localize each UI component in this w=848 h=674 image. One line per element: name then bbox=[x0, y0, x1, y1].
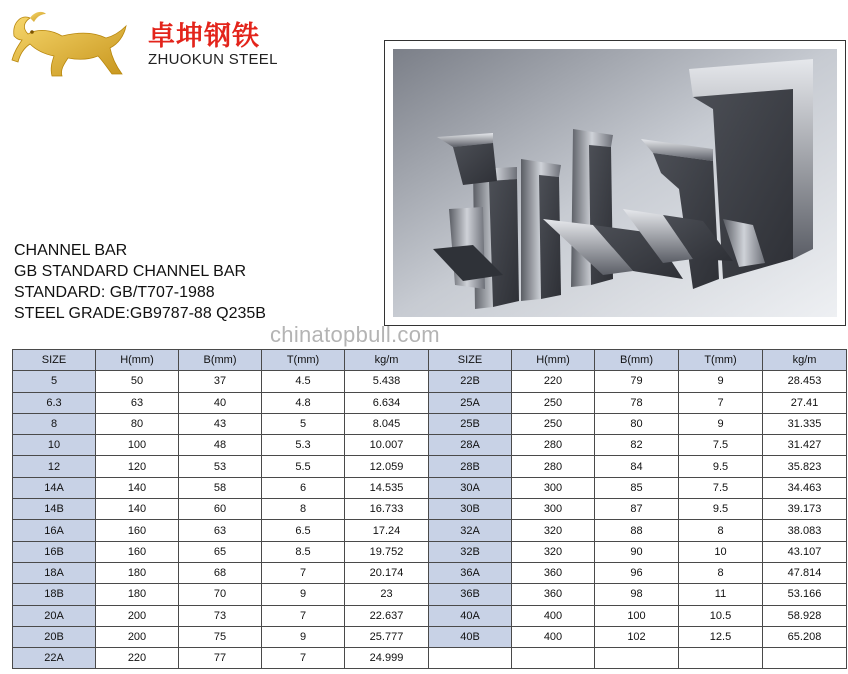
table-cell: 8.045 bbox=[345, 413, 429, 434]
column-header: kg/m bbox=[345, 350, 429, 371]
size-cell: 30A bbox=[429, 477, 512, 498]
table-cell bbox=[512, 648, 595, 669]
table-cell: 200 bbox=[96, 605, 179, 626]
table-cell: 65.208 bbox=[763, 626, 847, 647]
table-cell: 5.5 bbox=[262, 456, 345, 477]
table-cell: 35.823 bbox=[763, 456, 847, 477]
size-cell: 20B bbox=[13, 626, 96, 647]
column-header: H(mm) bbox=[512, 350, 595, 371]
table-cell: 9.5 bbox=[679, 456, 763, 477]
table-cell: 400 bbox=[512, 626, 595, 647]
table-cell: 31.335 bbox=[763, 413, 847, 434]
column-header: T(mm) bbox=[679, 350, 763, 371]
table-cell: 19.752 bbox=[345, 541, 429, 562]
size-cell: 28B bbox=[429, 456, 512, 477]
table-row bbox=[13, 371, 847, 392]
table-cell: 220 bbox=[96, 648, 179, 669]
size-cell: 16B bbox=[13, 541, 96, 562]
size-cell: 32B bbox=[429, 541, 512, 562]
table-cell: 80 bbox=[96, 413, 179, 434]
table-cell: 14.535 bbox=[345, 477, 429, 498]
column-header: SIZE bbox=[429, 350, 512, 371]
table-row bbox=[13, 584, 847, 605]
table-cell: 5.438 bbox=[345, 371, 429, 392]
table-cell: 60 bbox=[179, 499, 262, 520]
specification-block bbox=[14, 240, 266, 324]
table-cell: 102 bbox=[595, 626, 679, 647]
table-cell: 11 bbox=[679, 584, 763, 605]
table-cell: 400 bbox=[512, 605, 595, 626]
table-cell: 47.814 bbox=[763, 562, 847, 583]
size-cell: 40A bbox=[429, 605, 512, 626]
channel-bar-size-table bbox=[12, 349, 847, 669]
size-cell: 6.3 bbox=[13, 392, 96, 413]
table-cell: 63 bbox=[179, 520, 262, 541]
table-cell: 58 bbox=[179, 477, 262, 498]
table-cell: 84 bbox=[595, 456, 679, 477]
table-cell: 79 bbox=[595, 371, 679, 392]
table-cell: 320 bbox=[512, 520, 595, 541]
table-cell: 7 bbox=[679, 392, 763, 413]
table-cell: 9 bbox=[262, 626, 345, 647]
size-cell bbox=[429, 648, 512, 669]
table-cell: 100 bbox=[96, 435, 179, 456]
table-cell: 82 bbox=[595, 435, 679, 456]
table-cell: 43.107 bbox=[763, 541, 847, 562]
table-header-row bbox=[13, 350, 847, 371]
table-cell: 200 bbox=[96, 626, 179, 647]
table-cell: 58.928 bbox=[763, 605, 847, 626]
table-cell: 87 bbox=[595, 499, 679, 520]
spec-product-type: GB STANDARD CHANNEL BAR bbox=[14, 263, 247, 280]
table-cell: 48 bbox=[179, 435, 262, 456]
table-cell: 96 bbox=[595, 562, 679, 583]
table-cell: 10.5 bbox=[679, 605, 763, 626]
table-cell: 8 bbox=[262, 499, 345, 520]
brand-name-chinese: 卓坤钢铁 bbox=[148, 21, 260, 52]
table-cell: 300 bbox=[512, 477, 595, 498]
table-row bbox=[13, 520, 847, 541]
table-row bbox=[13, 626, 847, 647]
size-cell: 16A bbox=[13, 520, 96, 541]
table-cell: 7 bbox=[262, 605, 345, 626]
table-cell: 68 bbox=[179, 562, 262, 583]
column-header: kg/m bbox=[763, 350, 847, 371]
table-cell: 7 bbox=[262, 562, 345, 583]
table-cell: 25.777 bbox=[345, 626, 429, 647]
table-row bbox=[13, 477, 847, 498]
table-cell: 37 bbox=[179, 371, 262, 392]
size-cell: 10 bbox=[13, 435, 96, 456]
table-cell: 7.5 bbox=[679, 435, 763, 456]
table-cell: 34.463 bbox=[763, 477, 847, 498]
table-row bbox=[13, 435, 847, 456]
table-row bbox=[13, 456, 847, 477]
table-cell: 31.427 bbox=[763, 435, 847, 456]
table-cell: 39.173 bbox=[763, 499, 847, 520]
table-cell: 40 bbox=[179, 392, 262, 413]
table-cell: 250 bbox=[512, 413, 595, 434]
size-cell: 40B bbox=[429, 626, 512, 647]
table-cell: 120 bbox=[96, 456, 179, 477]
table-cell: 90 bbox=[595, 541, 679, 562]
size-cell: 25B bbox=[429, 413, 512, 434]
size-cell: 36B bbox=[429, 584, 512, 605]
table-cell: 8.5 bbox=[262, 541, 345, 562]
table-cell: 10.007 bbox=[345, 435, 429, 456]
table-cell: 300 bbox=[512, 499, 595, 520]
table-cell: 23 bbox=[345, 584, 429, 605]
table-cell: 22.637 bbox=[345, 605, 429, 626]
size-cell: 22A bbox=[13, 648, 96, 669]
table-cell: 320 bbox=[512, 541, 595, 562]
table-cell: 140 bbox=[96, 477, 179, 498]
table-cell: 10 bbox=[679, 541, 763, 562]
size-cell: 32A bbox=[429, 520, 512, 541]
table-cell: 180 bbox=[96, 584, 179, 605]
table-cell: 6 bbox=[262, 477, 345, 498]
table-cell: 6.634 bbox=[345, 392, 429, 413]
table-cell: 8 bbox=[679, 520, 763, 541]
table-cell: 5 bbox=[262, 413, 345, 434]
table-cell: 65 bbox=[179, 541, 262, 562]
size-cell: 12 bbox=[13, 456, 96, 477]
size-cell: 36A bbox=[429, 562, 512, 583]
table-row bbox=[13, 648, 847, 669]
table-cell: 9 bbox=[679, 371, 763, 392]
table-cell: 12.5 bbox=[679, 626, 763, 647]
table-cell: 6.5 bbox=[262, 520, 345, 541]
channel-bar-photo bbox=[393, 49, 837, 317]
table-cell: 12.059 bbox=[345, 456, 429, 477]
table-cell: 9 bbox=[679, 413, 763, 434]
column-header: H(mm) bbox=[96, 350, 179, 371]
table-cell: 98 bbox=[595, 584, 679, 605]
table-cell: 250 bbox=[512, 392, 595, 413]
table-cell: 5.3 bbox=[262, 435, 345, 456]
table-row bbox=[13, 605, 847, 626]
column-header: SIZE bbox=[13, 350, 96, 371]
column-header: B(mm) bbox=[179, 350, 262, 371]
table-cell: 4.8 bbox=[262, 392, 345, 413]
table-cell: 88 bbox=[595, 520, 679, 541]
table-cell: 24.999 bbox=[345, 648, 429, 669]
table-cell: 360 bbox=[512, 584, 595, 605]
bull-logo-icon bbox=[8, 6, 130, 82]
table-cell: 220 bbox=[512, 371, 595, 392]
table-cell: 7 bbox=[262, 648, 345, 669]
table-cell: 9 bbox=[262, 584, 345, 605]
size-cell: 8 bbox=[13, 413, 96, 434]
table-cell bbox=[679, 648, 763, 669]
table-cell: 20.174 bbox=[345, 562, 429, 583]
size-cell: 18B bbox=[13, 584, 96, 605]
table-cell: 8 bbox=[679, 562, 763, 583]
table-cell: 43 bbox=[179, 413, 262, 434]
table-cell: 28.453 bbox=[763, 371, 847, 392]
table-cell: 180 bbox=[96, 562, 179, 583]
table-cell: 280 bbox=[512, 435, 595, 456]
size-cell: 30B bbox=[429, 499, 512, 520]
size-cell: 14A bbox=[13, 477, 96, 498]
table-cell: 77 bbox=[179, 648, 262, 669]
table-cell: 38.083 bbox=[763, 520, 847, 541]
table-cell: 4.5 bbox=[262, 371, 345, 392]
table-cell: 50 bbox=[96, 371, 179, 392]
size-cell: 28A bbox=[429, 435, 512, 456]
table-cell: 7.5 bbox=[679, 477, 763, 498]
table-cell: 85 bbox=[595, 477, 679, 498]
table-cell: 160 bbox=[96, 541, 179, 562]
table-row bbox=[13, 499, 847, 520]
table-cell: 17.24 bbox=[345, 520, 429, 541]
table-cell: 73 bbox=[179, 605, 262, 626]
table-cell: 9.5 bbox=[679, 499, 763, 520]
size-cell: 14B bbox=[13, 499, 96, 520]
column-header: B(mm) bbox=[595, 350, 679, 371]
product-photo-frame bbox=[384, 40, 846, 326]
spec-steel-grade: STEEL GRADE:GB9787-88 Q235B bbox=[14, 305, 266, 322]
table-row bbox=[13, 413, 847, 434]
table-cell bbox=[595, 648, 679, 669]
size-cell: 22B bbox=[429, 371, 512, 392]
table-cell: 280 bbox=[512, 456, 595, 477]
table-cell: 80 bbox=[595, 413, 679, 434]
brand-name-english: ZHUOKUN STEEL bbox=[148, 51, 278, 68]
size-cell: 18A bbox=[13, 562, 96, 583]
table-row bbox=[13, 541, 847, 562]
table-row bbox=[13, 562, 847, 583]
table-cell: 100 bbox=[595, 605, 679, 626]
watermark: chinatopbull.com bbox=[270, 322, 440, 347]
table-cell: 70 bbox=[179, 584, 262, 605]
table-cell: 160 bbox=[96, 520, 179, 541]
table-row bbox=[13, 392, 847, 413]
table-cell: 140 bbox=[96, 499, 179, 520]
spec-standard: STANDARD: GB/T707-1988 bbox=[14, 284, 215, 301]
table-cell: 360 bbox=[512, 562, 595, 583]
table-cell bbox=[763, 648, 847, 669]
size-cell: 5 bbox=[13, 371, 96, 392]
table-cell: 63 bbox=[96, 392, 179, 413]
table-cell: 53 bbox=[179, 456, 262, 477]
table-cell: 75 bbox=[179, 626, 262, 647]
table-cell: 16.733 bbox=[345, 499, 429, 520]
size-cell: 20A bbox=[13, 605, 96, 626]
column-header: T(mm) bbox=[262, 350, 345, 371]
table-cell: 53.166 bbox=[763, 584, 847, 605]
table-cell: 27.41 bbox=[763, 392, 847, 413]
table-cell: 78 bbox=[595, 392, 679, 413]
spec-product-name: CHANNEL BAR bbox=[14, 242, 128, 259]
size-cell: 25A bbox=[429, 392, 512, 413]
